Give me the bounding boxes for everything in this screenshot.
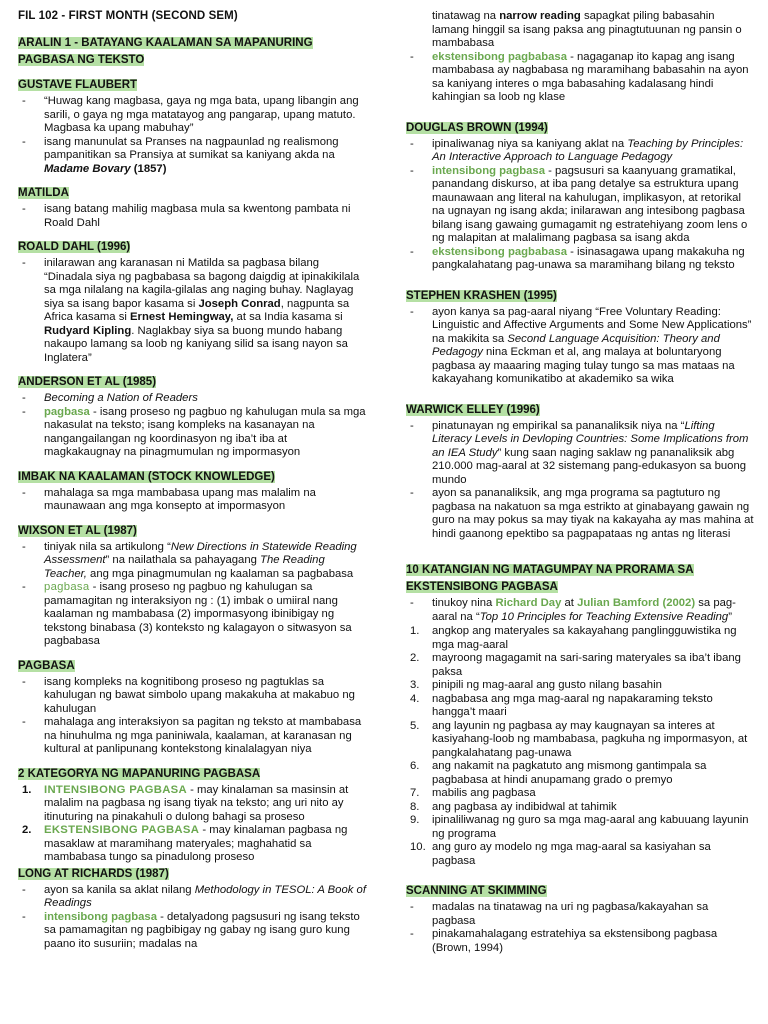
text: at bbox=[561, 597, 578, 609]
list-item bbox=[406, 165, 754, 246]
text: sa pag-aaral na “ bbox=[432, 597, 736, 623]
book-title: Teaching by Principles: An Interactive Approach to Language Pedagogy bbox=[432, 137, 744, 163]
term: INTENSIBONG PAGBASA bbox=[44, 783, 187, 796]
right-column bbox=[406, 10, 754, 963]
text: - detalyadong pagsusuri ng isang teksto sa pamamagitan ng pagbibigay ng gabay ng isang guro kung paano ito susuriin; madalas na bbox=[44, 910, 360, 950]
list-item bbox=[18, 136, 366, 177]
list-item bbox=[406, 787, 754, 801]
text: mahalaga sa mga mambabasa upang mas malalim na maunawaan ang mga konsepto at impormasyon bbox=[44, 486, 316, 512]
list-item bbox=[406, 652, 754, 679]
text: - pagsusuri sa kaanyuang gramatikal, panandang diskurso, at iba pang detalye sa estruktura upang maunawaan ang literal na kahulugan, implikasyon, at retorikal na ugnayan ng isang akda; inilarawan ang intesibong pagbasa bilang isang gawaing gumagamit ng estratehiyang zoom lens o ng malapitan at malalimang pagbasa sa isang akda bbox=[432, 164, 748, 244]
left-column bbox=[18, 10, 366, 959]
list-item bbox=[406, 679, 754, 693]
book-title: Second Language Acquisition: Theory and Pedagogy bbox=[432, 332, 720, 358]
section-pagbasa bbox=[18, 657, 366, 757]
text: - may kinalaman pagbasa ng masaklaw at maramihang materyales; maghahatid sa mambabasa tungo sa pinadulong proseso bbox=[44, 824, 348, 863]
heading-elley: WARWICK ELLEY (1996) bbox=[406, 403, 540, 416]
year: (1857) bbox=[130, 162, 167, 175]
list-item bbox=[18, 487, 366, 514]
list-item bbox=[406, 306, 754, 387]
heading-dahl: ROALD DAHL (1996) bbox=[18, 241, 131, 253]
study-title: Top 10 Principles for Teaching Extensive Reading bbox=[479, 610, 729, 623]
list-item bbox=[18, 257, 366, 365]
item-number: 1. bbox=[410, 625, 420, 637]
text: ang pagbasa ay indibidwal at tahimik bbox=[432, 800, 617, 813]
term: narrow reading bbox=[499, 10, 581, 22]
text: inilarawan ang karanasan ni Matilda sa pagbasa bilang “Dinadala siya ng pagbabasa sa bagong daigdig at ipinakikilala sa mga nilalang na kagila-gilalas ang naging buhay. Naglayag siya sa isang bapor kasama si bbox=[44, 257, 360, 310]
text: isang manunulat sa Pranses na nagpaunlad ng realismong pampanitikan sa Pransiya at sumikat sa kaniyang akda na bbox=[44, 135, 339, 161]
list-item bbox=[406, 693, 754, 720]
name: Richard Day bbox=[495, 597, 562, 609]
text: tinatawag na bbox=[432, 10, 500, 22]
section-scanning bbox=[406, 882, 754, 955]
section-krashen bbox=[406, 287, 754, 387]
item-number: 7. bbox=[410, 787, 420, 799]
term: ekstensibong pagbabasa bbox=[432, 245, 567, 258]
section-matilda bbox=[18, 184, 366, 230]
list-item bbox=[406, 814, 754, 841]
name: Joseph Conrad bbox=[198, 297, 281, 310]
heading-long: LONG AT RICHARDS (1987) bbox=[18, 867, 169, 880]
text: mahalaga ang interaksiyon sa pagitan ng teksto at mambabasa na hinuhulma ng mga paniniwala, kaalaman, at karanasan ng kultural at panlipunang kontekstong kinalalagyan niya bbox=[44, 716, 362, 755]
list-item bbox=[18, 884, 366, 911]
text: ayon sa pananaliksik, ang mga programa sa pagtuturo ng pagbasa na nakatuon sa mga estrikto at ginabayang gawain ng guro na may pokus sa may tiyak na kakayaha ay mas mahina at hindi gaanong epektibo sa pagpapataas ng antas ng literasi bbox=[432, 487, 754, 540]
text: pinatunayan ng empirikal sa pananaliksik niya na “ bbox=[432, 419, 685, 432]
list-item-continued bbox=[406, 10, 754, 51]
text: ang mga pinagmumulan ng kaalaman sa pagbabasa bbox=[86, 567, 354, 580]
text: tiniyak nila sa artikulong “ bbox=[44, 540, 171, 553]
item-number: 2. bbox=[22, 824, 32, 836]
section-imbak bbox=[18, 468, 366, 514]
text: - nagaganap ito kapag ang isang mambabasa ay nagbabasa ng maramihang babasahin na ayon sa kaniyang interes o mga babasahing kadalasang hindi kahingian sa loob ng klase bbox=[432, 50, 749, 103]
text: pinakamahalagang estratehiya sa ekstensibong pagbasa (Brown, 1994) bbox=[432, 928, 718, 954]
text: mabilis ang pagbasa bbox=[432, 787, 536, 799]
text: madalas na tinatawag na uri ng pagbasa/kakayahan sa pagbasa bbox=[432, 901, 709, 927]
list-item bbox=[18, 911, 366, 952]
list-item bbox=[406, 928, 754, 955]
heading-imbak: IMBAK NA KAALAMAN (STOCK KNOWLEDGE) bbox=[18, 470, 275, 483]
article-title: New Directions in Statewide Reading Assessment bbox=[44, 540, 357, 566]
item-number: 9. bbox=[410, 814, 420, 826]
text: - isinasagawa upang makakuha ng pangkalahatang pag-unawa sa maramihang bilang ng teksto bbox=[432, 245, 745, 271]
text: ang layunin ng pagbasa ay may kaugnayan sa interes at kasiyahang-loob ng mambabasa, pagkuha ng impormasyon, at pangkalahatang pag-unawa bbox=[432, 719, 748, 759]
list-item bbox=[406, 841, 754, 868]
text: nina Eckman et al, ang malaya at boluntaryong pagbasa ay maaaring maging tulay tungo sa mas mataas na kakayahang komunikatibo at akademiko sa wika bbox=[432, 346, 735, 385]
text: . Naglakbay siya sa buong mundo habang nakaupo lamang sa loob ng kaniyang silid sa isang nayon sa Inglatera” bbox=[44, 324, 348, 364]
text: - may kinalaman sa masinsin at malalim na pagbasa ng isang tiyak na teksto; ang uri nito ay itinuturing na pinakahuli o dulong bahagi sa proseso bbox=[44, 783, 349, 823]
book-title: Methodology in TESOL: A Book of Readings bbox=[44, 883, 366, 909]
list-item bbox=[406, 138, 754, 165]
heading-pagbasa: PAGBASA bbox=[18, 659, 75, 672]
item-number: 5. bbox=[410, 719, 420, 732]
term: intensibong pagbasa bbox=[432, 164, 545, 177]
list-item bbox=[18, 406, 366, 460]
list-item bbox=[406, 760, 754, 787]
text: ang nakamit na pagkatuto ang mismong gantimpala sa pagbabasa at hindi anupamang grado o premyo bbox=[432, 760, 707, 786]
list-item bbox=[406, 625, 754, 652]
list-item bbox=[18, 541, 366, 582]
list-item bbox=[406, 801, 754, 815]
text: pinipili ng mag-aaral ang gusto nilang basahin bbox=[432, 679, 662, 691]
item-number: 8. bbox=[410, 800, 420, 813]
section-dahl bbox=[18, 238, 366, 365]
heading-flaubert: GUSTAVE FLAUBERT bbox=[18, 79, 138, 91]
item-number: 10. bbox=[410, 841, 426, 853]
name: Julian Bamford (2002) bbox=[577, 597, 696, 609]
section-kategorya bbox=[18, 765, 366, 865]
term: pagbasa bbox=[44, 405, 90, 418]
list-item bbox=[18, 784, 366, 825]
section-elley bbox=[406, 401, 754, 542]
item-number: 1. bbox=[22, 783, 32, 796]
text: nagbabasa ang mga mag-aaral ng napakaraming teksto hangga’t maari bbox=[432, 692, 713, 718]
list-item bbox=[18, 716, 366, 757]
item-number: 2. bbox=[410, 652, 420, 664]
publication-title: The Reading Teacher, bbox=[44, 554, 325, 580]
item-number: 4. bbox=[410, 692, 420, 705]
section-long bbox=[18, 865, 366, 952]
list-item bbox=[406, 901, 754, 928]
heading-matilda: MATILDA bbox=[18, 187, 69, 199]
text: angkop ang materyales sa kakayahang panglingguwistika ng mga mag-aaral bbox=[432, 625, 737, 651]
text: ” na nailathala sa pahayagang bbox=[105, 554, 261, 566]
list-item bbox=[406, 51, 754, 105]
text: ayon kanya sa pag-aaral niyang “Free Voluntary Reading: Linguistic and Affective Arguments and Some New Applications” na makikita sa bbox=[432, 305, 752, 345]
heading-kategorya: 2 KATEGORYA NG MAPANURING PAGBASA bbox=[18, 767, 261, 780]
term: pagbasa bbox=[44, 581, 90, 593]
item-number: 6. bbox=[410, 760, 420, 772]
text: ang guro ay modelo ng mga mag-aaral sa kasiyahan sa pagbasa bbox=[432, 841, 711, 867]
list-item bbox=[406, 246, 754, 273]
section-long-continued bbox=[406, 10, 754, 105]
book-title: Becoming a Nation of Readers bbox=[44, 392, 198, 404]
heading-krashen: STEPHEN KRASHEN (1995) bbox=[406, 289, 557, 302]
book-title: Madame Bovary bbox=[44, 162, 131, 175]
list-item bbox=[18, 95, 366, 136]
text: isang kompleks na kognitibong proseso ng pagtuklas sa kahulugan ng bawat simbolo upang makakuha at makabuo ng kahulugan bbox=[44, 675, 355, 715]
text: at sa India kasama si bbox=[233, 311, 343, 323]
list-item bbox=[406, 597, 754, 624]
heading-aralin: ARALIN 1 - BATAYANG KAALAMAN SA MAPANURING PAGBASA NG TEKSTO bbox=[18, 37, 313, 66]
text: ayon sa kanila sa aklat nilang bbox=[44, 883, 195, 896]
list-item bbox=[18, 392, 366, 406]
text: tinukoy nina bbox=[432, 597, 496, 609]
list-item bbox=[18, 676, 366, 717]
text: ” kung saan naging saklaw ng pananaliksik abg 210.000 mag-aaral at 32 sistemang pang-edukasyon sa buong mundo bbox=[432, 446, 747, 486]
section-anderson bbox=[18, 373, 366, 460]
heading-wixson: WIXSON ET AL (1987) bbox=[18, 524, 137, 537]
term: ekstensibong pagbabasa bbox=[432, 50, 567, 63]
heading-katangian: 10 KATANGIAN NG MATAGUMPAY NA PRORAMA SA EKSTENSIBONG PAGBASA bbox=[406, 564, 694, 593]
list-item bbox=[406, 487, 754, 541]
text: mayroong magagamit na sari-saring materyales sa iba’t ibang paksa bbox=[432, 652, 741, 678]
term: EKSTENSIBONG PAGBASA bbox=[44, 824, 200, 836]
list-item bbox=[18, 581, 366, 649]
name: Ernest Hemingway, bbox=[130, 311, 234, 323]
text: isang batang mahilig magbasa mula sa kwentong pambata ni Roald Dahl bbox=[44, 203, 351, 229]
text: sapagkat piling babasahin lamang hinggil sa isang paksa ang pinagtutuunan ng pansin o mambabasa bbox=[432, 10, 742, 49]
section-flaubert bbox=[18, 76, 366, 176]
item-number: 3. bbox=[410, 679, 420, 691]
list-item bbox=[18, 203, 366, 230]
heading-brown: DOUGLAS BROWN (1994) bbox=[406, 121, 548, 134]
text: ipinaliwanag niya sa kaniyang aklat na bbox=[432, 137, 628, 150]
heading-scanning: SCANNING AT SKIMMING bbox=[406, 885, 547, 897]
list-item bbox=[406, 420, 754, 488]
page-title: FIL 102 - FIRST MONTH (SECOND SEM) bbox=[18, 10, 238, 22]
study-title: Lifting Literacy Levels in Devloping Countries: Some Implications from an IEA Study bbox=[432, 419, 749, 459]
text: , nagpunta sa Africa kasama si bbox=[44, 297, 350, 323]
section-wixson bbox=[18, 522, 366, 649]
section-aralin bbox=[18, 34, 366, 68]
text: ipinaliliwanag ng guro sa mga mag-aaral ang kabuuang layunin ng programa bbox=[432, 814, 749, 840]
section-katangian bbox=[406, 561, 754, 868]
list-item bbox=[406, 720, 754, 761]
quote-text: “Huwag kang magbasa, gaya ng mga bata, upang libangin ang sarili, o gaya ng mga matatayog ang pangarap, upang matuto. Magbasa ka upang mabuhay” bbox=[44, 95, 359, 134]
text: ” bbox=[728, 610, 732, 623]
name: Rudyard Kipling bbox=[44, 324, 132, 337]
heading-anderson: ANDERSON ET AL (1985) bbox=[18, 376, 157, 388]
term: intensibong pagbasa bbox=[44, 910, 157, 923]
section-brown bbox=[406, 119, 754, 273]
list-item bbox=[18, 824, 366, 865]
text: - isang proseso ng pagbuo ng kahulugan mula sa mga nakasulat na teksto; isang kompleks na kasanayan na nangangailangan ng koordinasyon ng iba’t iba at magkakaugnay na pinagmumulan ng impormasyon bbox=[44, 405, 366, 458]
text: - isang proseso ng pagbuo ng kahulugan sa pamamagitan ng interaksiyon ng : (1) imbak o umiiral nang kaalaman ng mambabasa (2) impormasyong ibinibigay ng tekstong binabasa (3) konteksto ng kalagayon o sitwasyon sa pagbabasa bbox=[44, 581, 352, 647]
